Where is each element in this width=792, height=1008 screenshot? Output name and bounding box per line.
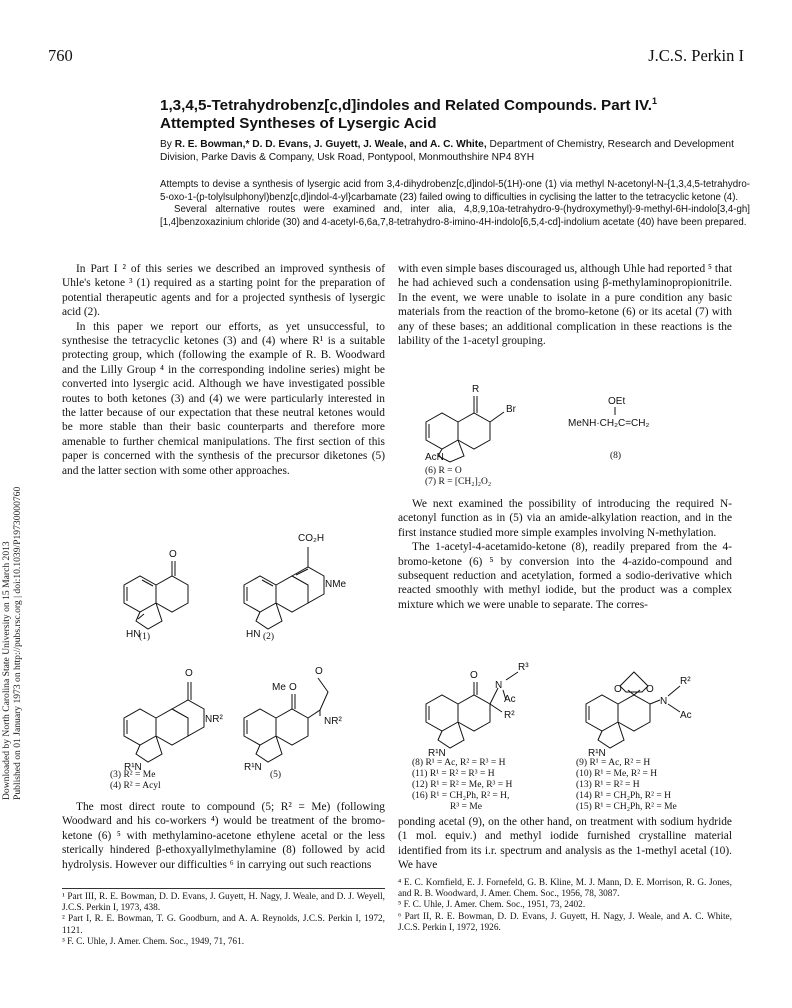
s8-r2: R²	[504, 710, 515, 721]
left-column-bottom	[62, 800, 385, 872]
s8-ac: Ac	[504, 694, 516, 705]
structure-8-series	[426, 662, 529, 759]
s2-carboxyl: CO₂H	[298, 533, 325, 544]
structure-2	[244, 533, 347, 640]
s6-acn: AcN	[425, 452, 444, 463]
s8-n: N	[495, 680, 503, 691]
footnote-2: ² Part I, R. E. Bowman, T. G. Goodburn, and A. A. Reynolds, J.C.S. Perkin I, 1972, 1121.	[62, 914, 385, 936]
s8-oxygen: O	[470, 670, 478, 681]
s5-r1n: R¹N	[244, 762, 262, 773]
compound-16-cont: R³ = Me	[450, 802, 482, 812]
abstract	[160, 179, 750, 229]
structures-8-16	[398, 660, 738, 760]
right-paragraph-3: The 1-acetyl-4-acetamido-ketone (8), readily prepared from the 4-bromo-ketone (6) ⁵ by conversion into the 4-azido-compound and subsequent reduction and acetylation, formed a sodio-derivative which reacted smoothly with methyl iodide, but the product was a complex mixture which we were unable to separate. The corres-	[398, 541, 732, 611]
page-number: 760	[48, 46, 73, 65]
label-8-reagent: (8)	[610, 451, 622, 461]
title-main: 1,3,4,5-Tetrahydrobenz[c,d]indoles and Related Compounds. Part IV.	[160, 97, 652, 115]
s6-br: Br	[506, 404, 516, 415]
label-5: (5)	[270, 770, 282, 780]
compound-table-left	[412, 758, 512, 813]
author-block	[160, 138, 750, 164]
authors-by: By	[160, 139, 172, 150]
footnote-rule-left	[62, 888, 385, 889]
s8-r3: R³	[518, 662, 529, 673]
s9-oxygen-2: O	[646, 684, 654, 695]
compound-14: (14) R¹ = CH₂Ph, R² = H	[576, 791, 671, 801]
s5-nr2: NR²	[324, 716, 342, 727]
structures-3-5	[96, 662, 366, 774]
compound-10: (10) R¹ = Me, R² = H	[576, 769, 658, 779]
s3-r1n: R¹N	[124, 762, 142, 773]
compound-13: (13) R¹ = R² = H	[576, 780, 640, 790]
s8-formula: MeNH·CH₂C=CH₂	[568, 418, 650, 429]
s6-r: R	[472, 384, 480, 395]
compound-15: (15) R¹ = CH₂Ph, R² = Me	[576, 802, 677, 812]
label-3: (3) R² = Me	[110, 770, 156, 780]
sidebar-line-2: Published on 01 January 1973 on http://pubs.rsc.org | doi:10.1039/P19730000760	[11, 486, 23, 800]
s9-r2: R²	[680, 676, 691, 687]
structure-9-series	[586, 672, 692, 759]
right-column-bottom	[398, 815, 732, 873]
s8-r1n: R¹N	[428, 748, 446, 759]
label-2: (2)	[263, 632, 275, 642]
footnote-1: ¹ Part III, R. E. Bowman, D. D. Evans, J. Guyett, H. Nagy, J. Weale, and D. J. Weyell, J.C.S. Perkin I, 1973, 438.	[62, 892, 385, 914]
s3-nr2: NR²	[205, 714, 223, 725]
s5-oxygen-2: O	[315, 666, 323, 677]
right-paragraph-1: with even simple bases discouraged us, although Uhle had reported ⁵ that he had achieved such a condensation using β-methylaminopropionitrile. In the event, we were unable to isolate in a pure condition any basic materials from the reaction of the bromo-ketone (6) or its acetal (7) with any of these bases; an additional complication in these reactions is the lability of the 1-acetyl grouping.	[398, 263, 732, 348]
footnotes-left	[62, 892, 385, 948]
footnote-5: ⁵ F. C. Uhle, J. Amer. Chem. Soc., 1951, 73, 2402.	[398, 900, 586, 911]
structure-8-reagent	[568, 396, 649, 429]
structures-6-8	[398, 382, 738, 464]
structures-1-2	[96, 525, 366, 643]
journal-name: J.C.S. Perkin I	[648, 46, 744, 65]
author-affiliation: Department of Chemistry, Research and Development Division, Parke Davis & Company, Usk Road, Pontypool, Monmouthshire NP4 8YH	[160, 139, 734, 163]
left-paragraph-2: In this paper we report our efforts, as yet unsuccessful, to synthesise the tetracyclic ketones (3) and (4) where R¹ is a suitable protecting group, which (following the example of R. B. Woodward and the Lilly Group ⁴ in the corresponding indoline series) might be converted into lysergic acid. Although we have investigated possible routes to both ketones (3) and (4) we were particularly interested in the latter because of our expectation that these neutral ketones would be more stable than their basic counterparts and therefore more amenable to further chemical manipulations. The first section of this paper is concerned with the synthesis of the precursor diketones (5) and the latter section with some other approaches.	[62, 320, 385, 477]
s5-oxygen: O	[289, 682, 297, 693]
s1-oxygen: O	[169, 549, 177, 560]
structure-3-4	[124, 668, 223, 773]
right-paragraph-2: We next examined the possibility of introducing the required N-acetonyl function as in (5) via an amide-alkylation reaction, and in the first instance studied more simple examples involving N-methylation.	[398, 498, 732, 539]
article-title	[160, 92, 740, 133]
s9-n: N	[660, 696, 668, 707]
s9-ac: Ac	[680, 710, 692, 721]
left-paragraph-1: In Part I ² of this series we described an improved synthesis of Uhle's ketone ³ (1) required as a starting point for the preparation of potential therapeutic agents and for a projected synthesis of lysergic acid (2).	[62, 263, 385, 319]
s2-nme: NMe	[325, 579, 347, 590]
right-paragraph-4: ponding acetal (9), on the other hand, on treatment with sodium hydride (1 mol. equiv.) and methyl iodide furnished crystalline material identified from its i.r. spectrum and analysis as the 1-methyl acetal (10). We have	[398, 816, 732, 872]
right-column-middle	[398, 497, 732, 612]
compound-8: (8) R¹ = Ac, R² = R³ = H	[412, 758, 506, 768]
footnotes-right	[398, 878, 732, 934]
s5-me: Me	[272, 682, 286, 693]
s1-nh: HN	[126, 629, 141, 640]
footnote-3: ³ F. C. Uhle, J. Amer. Chem. Soc., 1949, 71, 761.	[62, 936, 245, 947]
s8-oet: OEt	[608, 396, 626, 407]
title-subtitle: Attempted Syntheses of Lysergic Acid	[160, 115, 437, 133]
download-sidebar	[2, 220, 23, 800]
right-column-top	[398, 262, 732, 348]
s3-oxygen: O	[185, 668, 193, 679]
author-names: R. E. Bowman,* D. D. Evans, J. Guyett, J. Weale, and A. C. White,	[174, 139, 487, 150]
s9-oxygen-1: O	[614, 684, 622, 695]
abstract-paragraph-1: Attempts to devise a synthesis of lysergic acid from 3,4-dihydrobenz[c,d]indol-5(1H)-one (1) via methyl N-acetonyl-N-{1,3,4,5-tetrahydro-5-oxo-1-(p-tolylsulphonyl)benz[c,d]indol-4-yl}carbamate (23) failed owing to difficulties in cyclising the latter to the tetracyclic ketone (4).	[160, 179, 750, 203]
footnote-4: ⁴ E. C. Kornfield, E. J. Fornefeld, G. B. Kline, M. J. Mann, D. E. Morrison, R. G. Jones, and R. B. Woodward, J. Amer. Chem. Soc., 1956, 78, 3087.	[398, 878, 732, 900]
label-6: (6) R = O	[425, 466, 462, 476]
compound-11: (11) R¹ = R² = R³ = H	[412, 769, 495, 779]
label-4: (4) R² = Acyl	[110, 781, 161, 791]
left-paragraph-3: The most direct route to compound (5; R² = Me) (following Woodward and his co-workers ⁴) would be treatment of the bromo-ketone (6) ⁵ with methylamino-acetone ethylene acetal or the less sterically hindered β-ethoxyallylmethylamine (8) followed by acid hydrolysis. However our difficulties ⁶ in carrying out such reactions	[62, 801, 385, 871]
left-column-top	[62, 262, 385, 478]
structure-6-7	[426, 384, 517, 462]
sidebar-line-1: Downloaded by North Carolina State University on 15 March 2013	[1, 541, 12, 800]
label-7: (7) R = [CH₂]₂O₂	[425, 477, 492, 487]
s2-nh: HN	[246, 629, 261, 640]
title-ref: 1	[652, 96, 658, 106]
compound-table-right	[576, 758, 677, 813]
abstract-paragraph-2: Several alternative routes were examined and, inter alia, 4,8,9,10a-tetrahydro-9-(hydroxymethyl)-9-methyl-6H-indolo[3,4-gh][1,4]benzoxazinium chloride (30) and 4-acetyl-6,6a,7,8-tetrahydro-8-imino-4H-indolo[6,5,4-cd]-indolium acetate (40) have been prepared.	[160, 204, 750, 228]
compound-16: (16) R¹ = CH₂Ph, R² = H,	[412, 791, 510, 801]
compound-9: (9) R¹ = Ac, R² = H	[576, 758, 651, 768]
structure-5	[244, 666, 342, 773]
s9-r1n: R¹N	[588, 748, 606, 759]
label-1: (1)	[139, 632, 151, 642]
structure-1	[124, 549, 188, 640]
footnote-6: ⁶ Part II, R. E. Bowman, D. D. Evans, J. Guyett, H. Nagy, J. Weale, and A. C. White, J.C.S. Perkin I, 1972, 1926.	[398, 911, 732, 933]
compound-12: (12) R¹ = R² = Me, R³ = H	[412, 780, 513, 790]
